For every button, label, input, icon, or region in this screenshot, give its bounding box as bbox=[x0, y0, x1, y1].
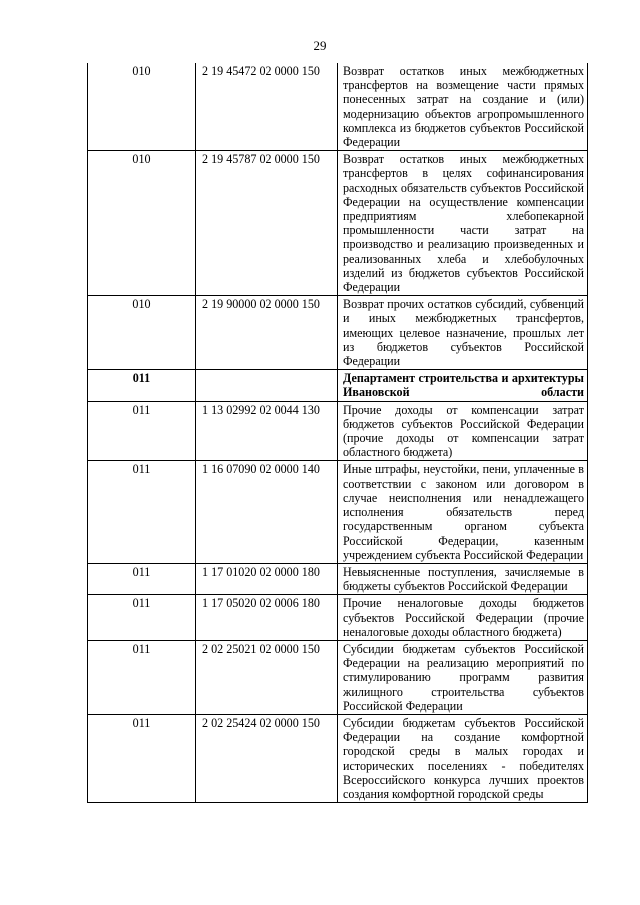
department-header-row bbox=[88, 370, 588, 401]
page-number: 29 bbox=[313, 38, 327, 53]
description-cell: Возврат остатков иных межбюджетных трансфертов на возмещение части прямых понесенных затрат на создание и (или) модернизацию объектов агропромышленного комплекса из бюджетов субъектов Российской Федерации bbox=[338, 63, 588, 151]
table-row bbox=[88, 640, 588, 714]
description-cell: Субсидии бюджетам субъектов Российской Федерации на создание комфортной городской среды в малых городах и исторических поселениях - победителях Всероссийского конкурса лучших проектов создания комфортной городской среды bbox=[338, 714, 588, 802]
admin-code-cell: 011 bbox=[88, 461, 196, 563]
description-cell: Невыясненные поступления, зачисляемые в бюджеты субъектов Российской Федерации bbox=[338, 563, 588, 594]
budget-code-cell: 1 16 07090 02 0000 140 bbox=[196, 461, 338, 563]
table-row bbox=[88, 461, 588, 563]
budget-code-cell: 2 19 45787 02 0000 150 bbox=[196, 151, 338, 296]
description-cell: Субсидии бюджетам субъектов Российской Федерации на реализацию мероприятий по стимулированию программ развития жилищного строительства субъектов Российской Федерации bbox=[338, 640, 588, 714]
budget-code-cell bbox=[196, 370, 338, 401]
budget-code-cell: 2 19 90000 02 0000 150 bbox=[196, 296, 338, 370]
budget-code-cell: 2 19 45472 02 0000 150 bbox=[196, 63, 338, 151]
revenue-codes-table bbox=[87, 63, 588, 803]
department-name-cell: Департамент строительства и архитектуры Ивановской области bbox=[338, 370, 588, 401]
admin-code-cell: 011 bbox=[88, 595, 196, 641]
description-cell: Возврат остатков иных межбюджетных трансфертов в целях софинансирования расходных обязательств субъектов Российской Федерации на осуществление компенсации предприятиям хлебопекарной промышленности части затрат на производство и реализацию произведенных и реализованных хлеба и хлебобулочных изделий из бюджетов субъектов Российской Федерации bbox=[338, 151, 588, 296]
budget-code-cell: 1 17 05020 02 0006 180 bbox=[196, 595, 338, 641]
description-cell: Возврат прочих остатков субсидий, субвенций и иных межбюджетных трансфертов, имеющих целевое назначение, прошлых лет из бюджетов субъектов Российской Федерации bbox=[338, 296, 588, 370]
admin-code-cell: 011 bbox=[88, 640, 196, 714]
admin-code-cell: 011 bbox=[88, 401, 196, 461]
budget-code-cell: 2 02 25424 02 0000 150 bbox=[196, 714, 338, 802]
table-row bbox=[88, 63, 588, 151]
description-cell: Прочие доходы от компенсации затрат бюджетов субъектов Российской Федерации (прочие доходы от компенсации затрат областного бюджета) bbox=[338, 401, 588, 461]
table-row bbox=[88, 151, 588, 296]
table-row bbox=[88, 401, 588, 461]
budget-code-cell: 2 02 25021 02 0000 150 bbox=[196, 640, 338, 714]
table-row bbox=[88, 563, 588, 594]
admin-code-cell: 011 bbox=[88, 714, 196, 802]
table-row bbox=[88, 714, 588, 802]
budget-code-cell: 1 17 01020 02 0000 180 bbox=[196, 563, 338, 594]
description-cell: Иные штрафы, неустойки, пени, уплаченные в соответствии с законом или договором в случае неисполнения или ненадлежащего исполнения обязательств перед государственным органом субъекта Российской Федерации, казенным учреждением субъекта Российской Федерации bbox=[338, 461, 588, 563]
admin-code-cell: 011 bbox=[88, 563, 196, 594]
admin-code-cell: 011 bbox=[88, 370, 196, 401]
admin-code-cell: 010 bbox=[88, 63, 196, 151]
table-row bbox=[88, 296, 588, 370]
description-cell: Прочие неналоговые доходы бюджетов субъектов Российской Федерации (прочие неналоговые доходы областного бюджета) bbox=[338, 595, 588, 641]
table-row bbox=[88, 595, 588, 641]
budget-code-cell: 1 13 02992 02 0044 130 bbox=[196, 401, 338, 461]
admin-code-cell: 010 bbox=[88, 151, 196, 296]
admin-code-cell: 010 bbox=[88, 296, 196, 370]
